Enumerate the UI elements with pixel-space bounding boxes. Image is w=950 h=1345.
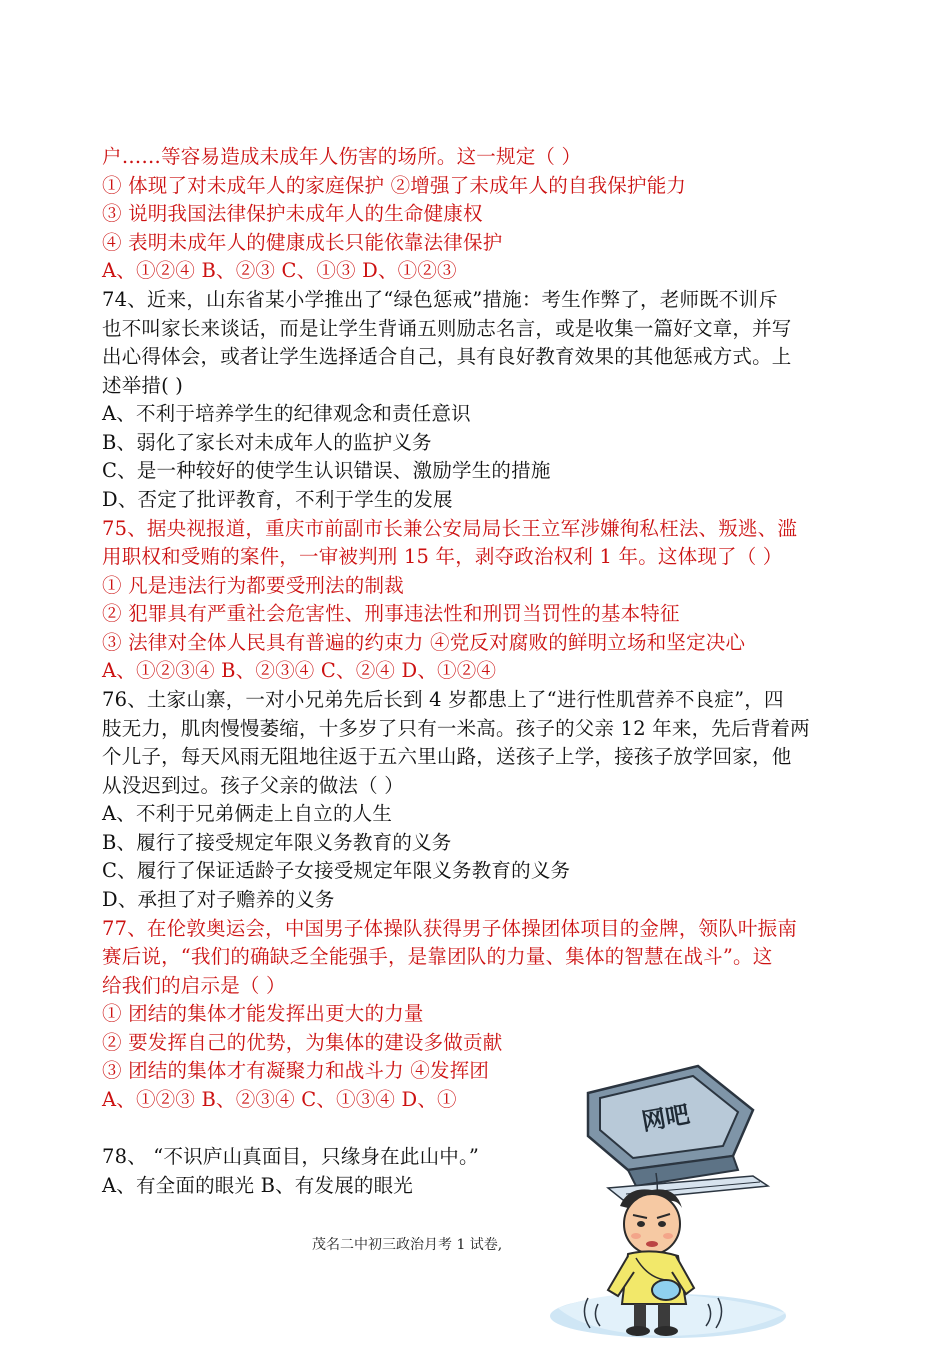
q77-option-2: ② 要发挥自己的优势，为集体的建设多做贡献 [102,1031,503,1054]
q77-answers: A、①②③ B、②③④ C、①③④ D、① [102,1088,457,1111]
q73-option-1-2: ① 体现了对未成年人的家庭保护 ②增强了未成年人的自我保护能力 [102,174,687,197]
q78-stem: 78、 “不识庐山真面目，只缘身在此山中。” [102,1145,480,1168]
q76-stem-line: 76、土家山寨，一对小兄弟先后长到 4 岁都患上了“进行性肌营养不良症”，四 [102,688,784,711]
internet-cafe-cartoon [548,1058,793,1340]
q74-option-d: D、否定了批评教育，不利于学生的发展 [102,488,453,511]
q75-answers: A、①②③④ B、②③④ C、②④ D、①②④ [102,659,497,682]
q74-stem-line: 也不叫家长来谈话，而是让学生背诵五则励志名言，或是收集一篇好文章，并写 [102,317,792,340]
q75-option-1: ① 凡是违法行为都要受刑法的制裁 [102,574,404,597]
q74-stem-line: 74、近来，山东省某小学推出了“绿色惩戒”措施：考生作弊了，老师既不训斥 [102,288,778,311]
q73-option-4: ④ 表明未成年人的健康成长只能依靠法律保护 [102,231,503,254]
cafe-sign-text: 网吧 [639,1100,692,1136]
monitor-sign-icon [588,1066,753,1186]
q74-stem-line: 出心得体会，或者让学生选择适合自己，具有良好教育效果的其他惩戒方式。上 [102,345,792,368]
q75-option-2: ② 犯罪具有严重社会危害性、刑事违法性和刑罚当罚性的基本特征 [102,602,680,625]
q76-option-d: D、承担了对子赡养的义务 [102,888,335,911]
q74-option-b: B、弱化了家长对未成年人的监护义务 [102,431,432,454]
q77-stem-line: 给我们的启示是（ ） [102,974,286,997]
q74-stem-line: 述举措( ) [102,374,184,397]
q76-stem-line: 个儿子，每天风雨无阻地往返于五六里山路，送孩子上学，接孩子放学回家，他 [102,745,792,768]
q75-stem-line: 用职权和受贿的案件，一审被判刑 15 年，剥夺政治权利 1 年。这体现了（ ） [102,545,783,568]
q76-option-b: B、履行了接受规定年限义务教育的义务 [102,831,452,854]
q75-stem-line: 75、据央视报道，重庆市前副市长兼公安局局长王立军涉嫌徇私枉法、叛逃、滥 [102,517,798,540]
page-footer: 茂名二中初三政治月考 1 试卷, [312,1237,503,1253]
q77-stem-line: 赛后说，“我们的确缺乏全能强手，是靠团队的力量、集体的智慧在战斗”。这 [102,945,773,968]
q77-stem-line: 77、在伦敦奥运会，中国男子体操队获得男子体操团体项目的金牌，领队叶振南 [102,917,798,940]
q76-option-c: C、履行了保证适龄子女接受规定年限义务教育的义务 [102,859,571,882]
q74-option-c: C、是一种较好的使学生认识错误、激励学生的措施 [102,459,551,482]
q73-option-3: ③ 说明我国法律保护未成年人的生命健康权 [102,202,483,225]
q74-option-a: A、不利于培养学生的纪律观念和责任意识 [102,402,471,425]
q77-option-3-4: ③ 团结的集体才有凝聚力和战斗力 ④发挥团 [102,1059,490,1082]
q75-option-3-4: ③ 法律对全体人民具有普遍的约束力 ④党反对腐败的鲜明立场和坚定决心 [102,631,746,654]
q76-stem-line: 从没迟到过。孩子父亲的做法（ ） [102,774,404,797]
q73-stem-end: 户……等容易造成未成年人伤害的场所。这一规定（ ） [102,145,582,168]
q77-option-1: ① 团结的集体才能发挥出更大的力量 [102,1002,424,1025]
q78-answers: A、有全面的眼光 B、有发展的眼光 [102,1174,414,1197]
q76-option-a: A、不利于兄弟俩走上自立的人生 [102,802,393,825]
q76-stem-line: 肢无力，肌肉慢慢萎缩，十多岁了只有一米高。孩子的父亲 12 年来，先后背着两 [102,717,810,740]
q73-answers: A、①②④ B、②③ C、①③ D、①②③ [102,259,457,282]
